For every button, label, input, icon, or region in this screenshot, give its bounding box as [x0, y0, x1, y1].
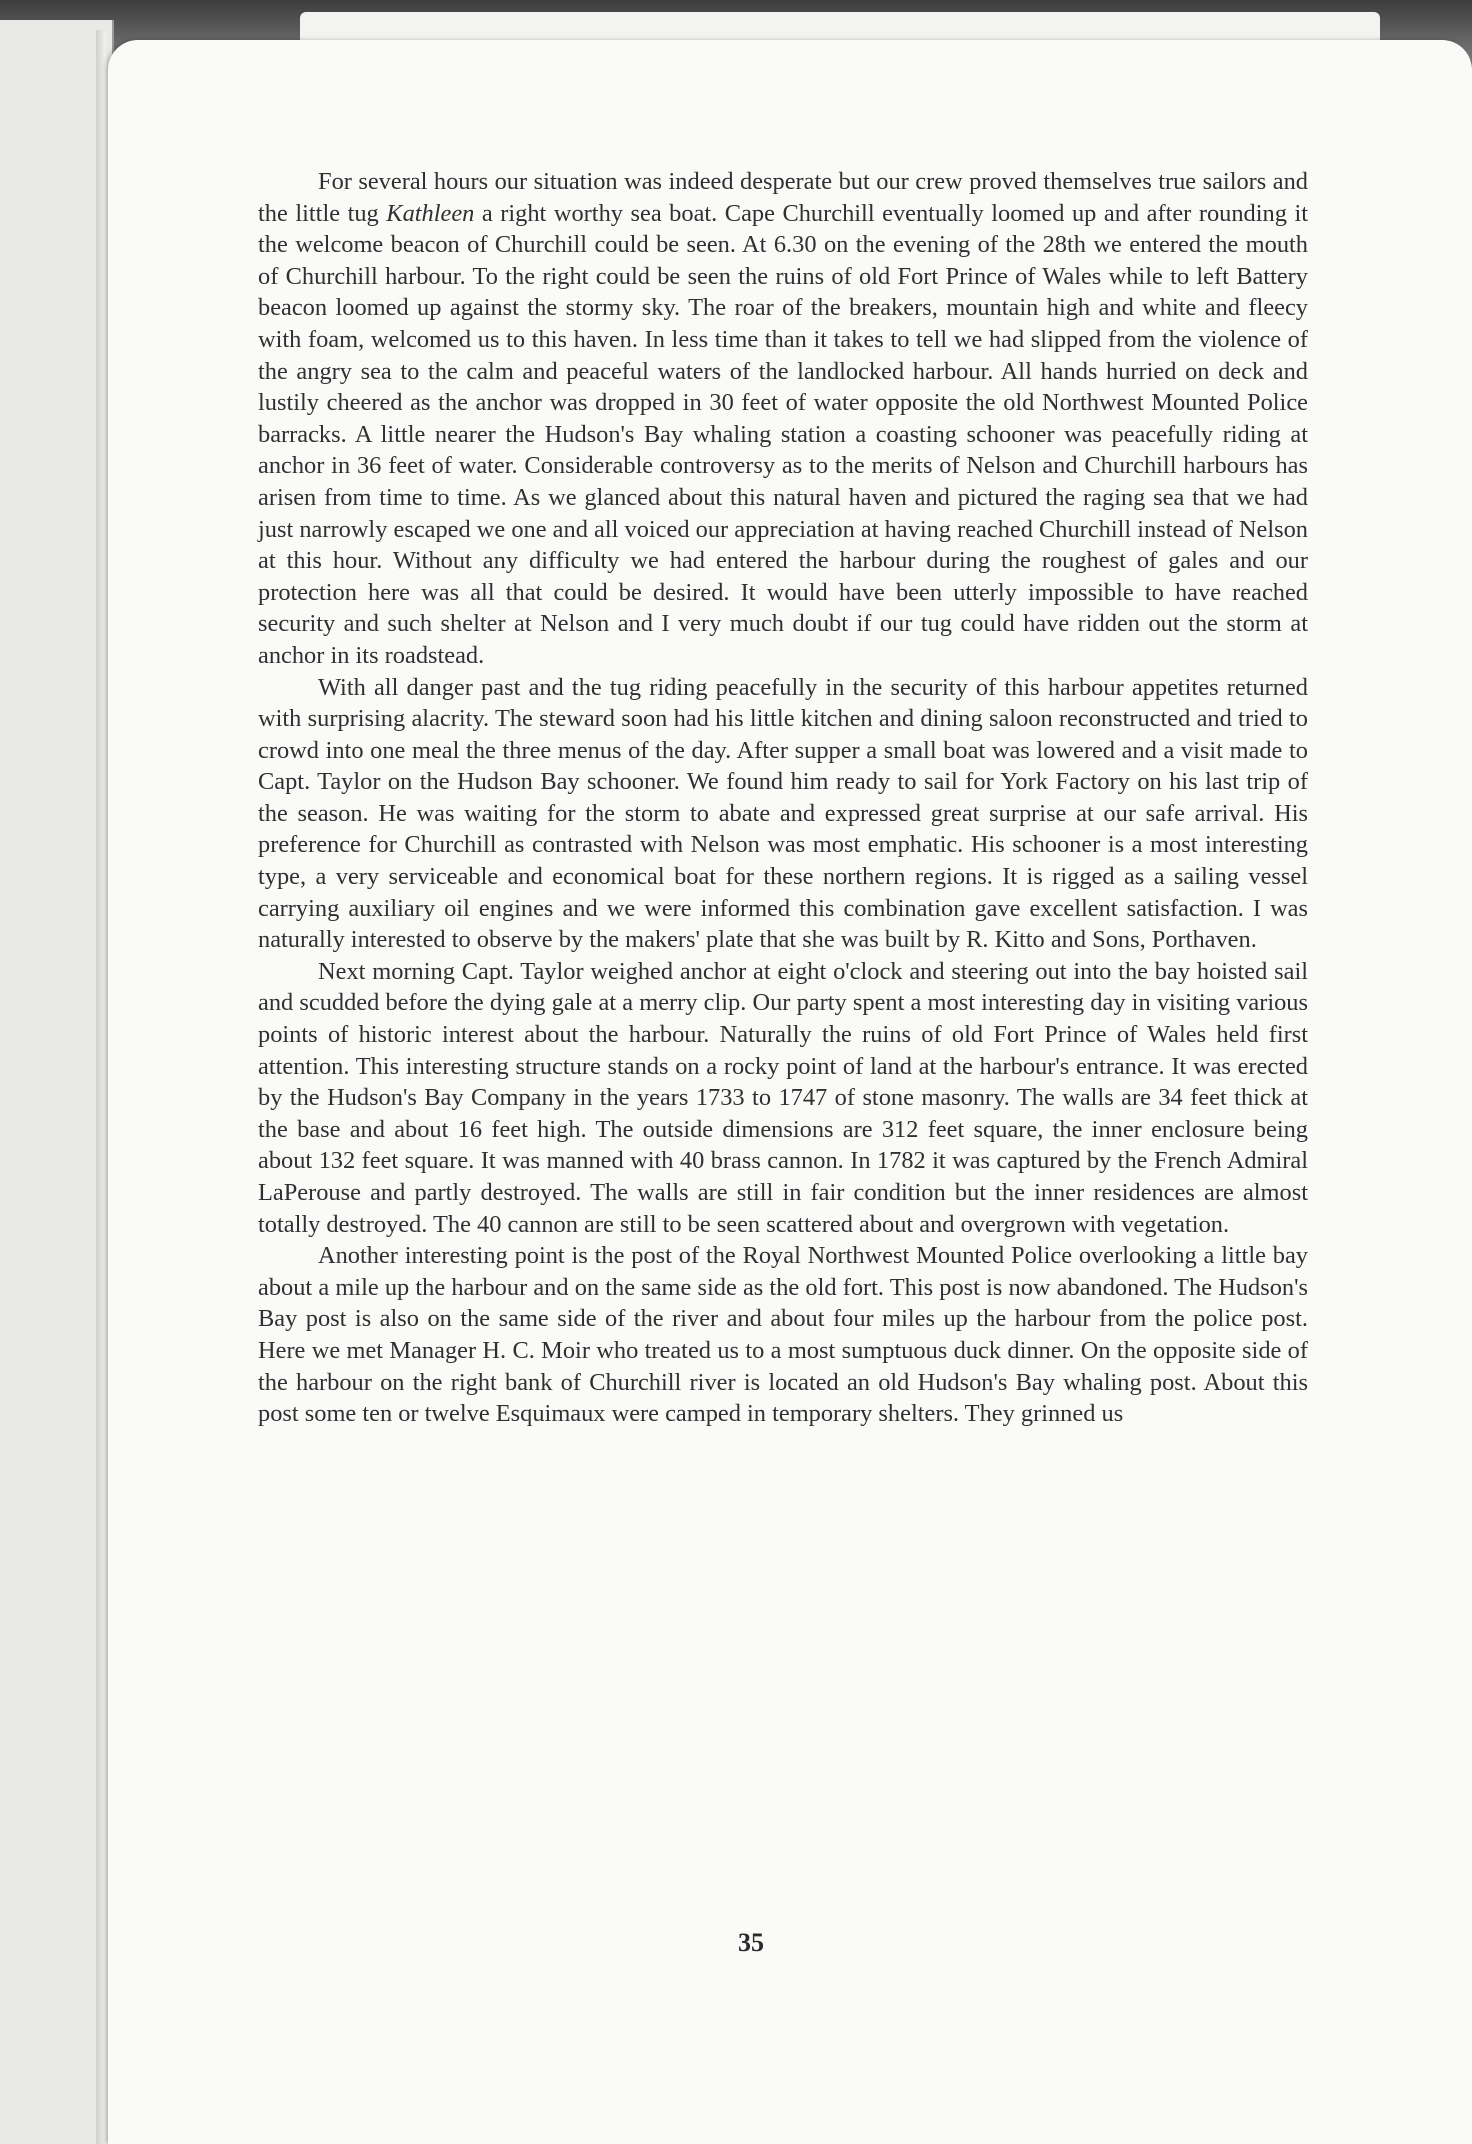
left-page-gutter: [96, 30, 106, 2144]
paragraph-1-before: For several hours our situation was indeed desperate but our crew proved themselves true sailors and the little tug: [258, 168, 1308, 227]
body-text: [258, 166, 1308, 1430]
paragraph-1-after: a right worthy sea boat. Cape Churchill eventually loomed up and after rounding it the welcome beacon of Churchill could be seen. At 6.30 on the evening of the 28th we entered the mouth of Churchill harbour. To the right could be seen the ruins of old Fort Prince of Wales while to left Battery beacon loomed up against the stormy sky. The roar of the breakers, mountain high and white and fleecy with foam, welcomed us to this haven. In less time than it takes to tell we had slipped from the violence of the angry sea to the calm and peaceful waters of the landlocked harbour. All hands hurried on deck and lustily cheered as the anchor was dropped in 30 feet of water opposite the old Northwest Mounted Police barracks. A little nearer the Hudson's Bay whaling station a coasting schooner was peacefully riding at anchor in 36 feet of water. Considerable controversy as to the merits of Nelson and Churchill harbours has arisen from time to time. As we glanced about this natural haven and pictured the raging sea that we had just narrowly escaped we one and all voiced our appreciation at having reached Churchill instead of Nelson at this hour. Without any difficulty we had entered the harbour during the roughest of gales and our protection here was all that could be desired. It would have been utterly impossible to have reached security and such shelter at Nelson and I very much doubt if our tug could have ridden out the storm at anchor in its roadstead.: [258, 199, 1308, 669]
page-number: 35: [738, 1928, 764, 1957]
paragraph-3: Next morning Capt. Taylor weighed anchor at eight o'clock and steering out into the bay hoisted sail and scudded before the dying gale at a merry clip. Our party spent a most interesting day in visiting various points of historic interest about the harbour. Naturally the ruins of old Fort Prince of Wales held first attention. This interesting structure stands on a rocky point of land at the harbour's entrance. It was erected by the Hudson's Bay Company in the years 1733 to 1747 of stone masonry. The walls are 34 feet thick at the base and about 16 feet high. The outside dimensions are 312 feet square, the inner enclosure being about 132 feet square. It was manned with 40 brass cannon. In 1782 it was captured by the French Admiral LaPerouse and partly destroyed. The walls are still in fair condition but the inner residences are almost totally destroyed. The 40 cannon are still to be seen scattered about and overgrown with vegetation.: [258, 957, 1308, 1238]
paragraph-1: [258, 166, 1308, 672]
paragraph-4: Another interesting point is the post of the Royal Northwest Mounted Police overlooking a little bay about a mile up the harbour and on the same side as the old fort. This post is now abandoned. The Hudson's Bay post is also on the same side of the river and about four miles up the harbour from the police post. Here we met Manager H. C. Moir who treated us to a most sumptuous duck dinner. On the opposite side of the harbour on the right bank of Churchill river is located an old Hudson's Bay whaling post. About this post some ten or twelve Esquimaux were camped in temporary shelters. They grinned us: [258, 1242, 1308, 1428]
vessel-name: Kathleen: [386, 199, 475, 227]
paragraph-2: With all danger past and the tug riding peacefully in the security of this harbour appetites returned with surprising alacrity. The steward soon had his little kitchen and dining saloon reconstructed and tried to crowd into one meal the three menus of the day. After supper a small boat was lowered and a visit made to Capt. Taylor on the Hudson Bay schooner. We found him ready to sail for York Factory on his last trip of the season. He was waiting for the storm to abate and expressed great surprise at our safe arrival. His preference for Churchill as contrasted with Nelson was most emphatic. His schooner is a most interesting type, a very serviceable and economical boat for these northern regions. It is rigged as a sailing vessel carrying auxiliary oil engines and we were informed this combination gave excellent satisfaction. I was naturally interested to observe by the makers' plate that she was built by R. Kitto and Sons, Porthaven.: [258, 673, 1308, 954]
